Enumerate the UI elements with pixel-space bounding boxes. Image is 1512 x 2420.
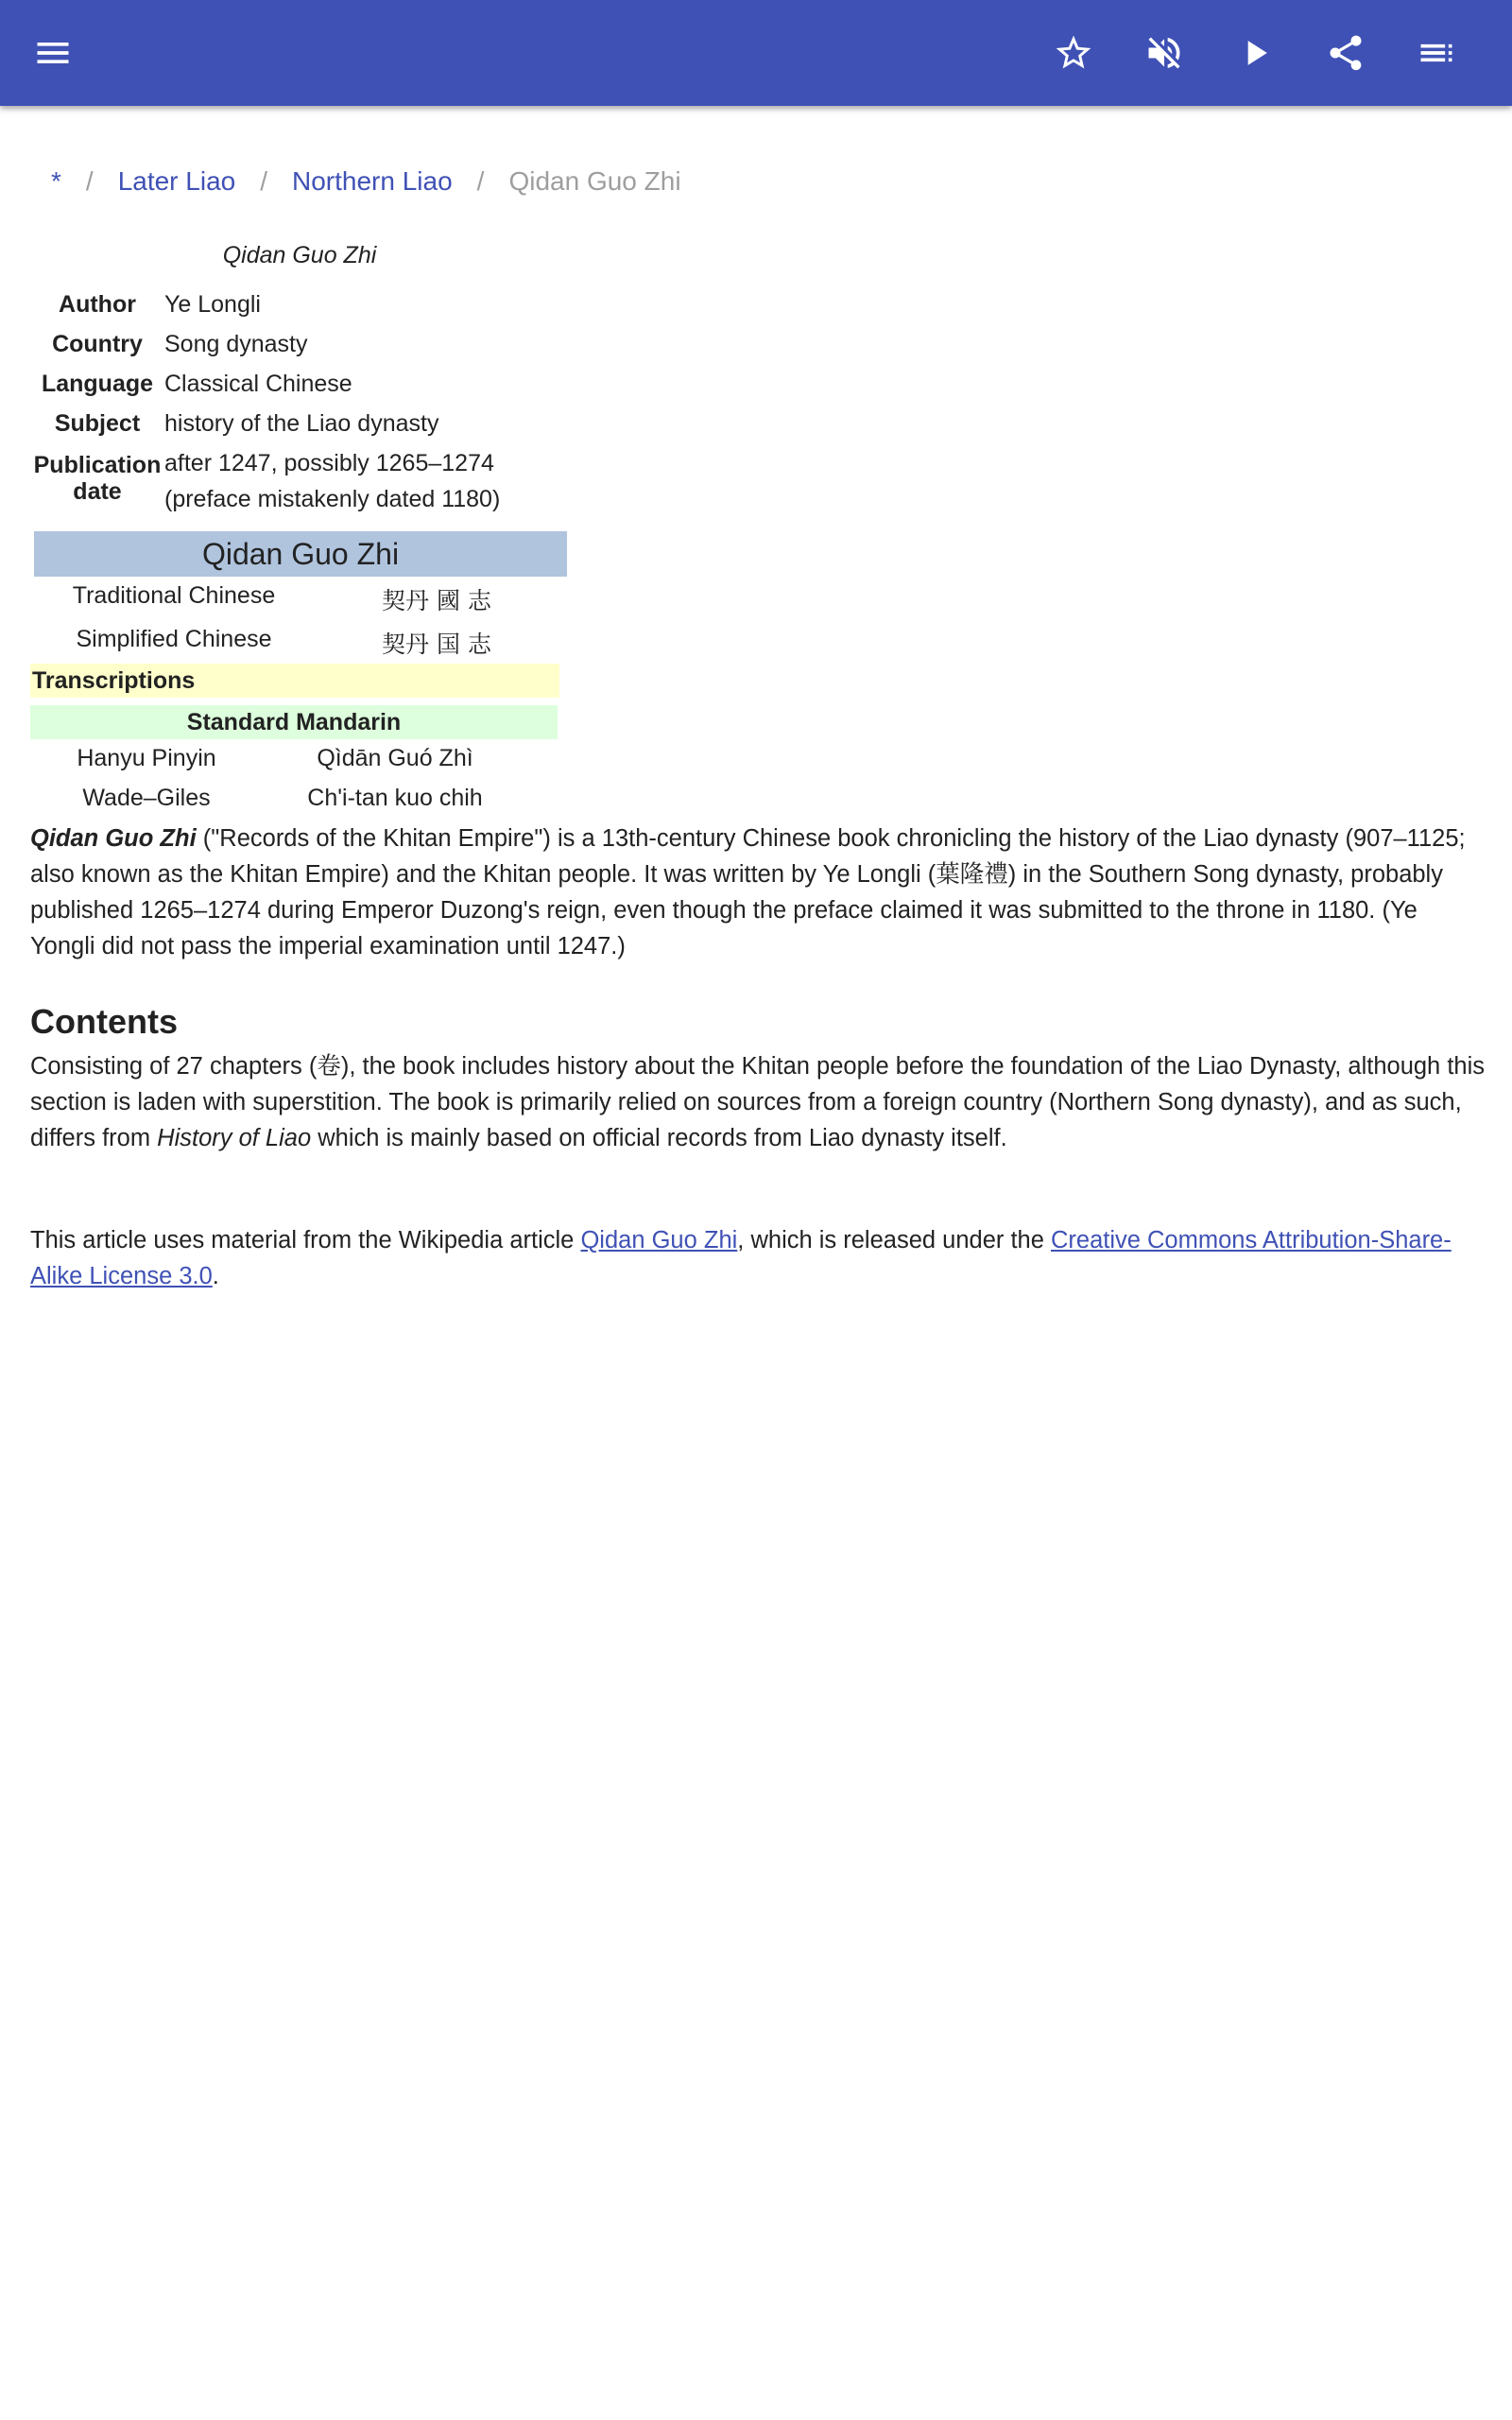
infobox-label: Language <box>41 371 154 397</box>
contents-heading: Contents <box>30 1002 178 1041</box>
share-button[interactable] <box>1319 26 1372 79</box>
breadcrumb-northern-liao-link[interactable]: Northern Liao <box>292 166 453 196</box>
infobox-label: Country <box>52 331 143 357</box>
mute-button[interactable] <box>1138 26 1191 79</box>
infobox-value: Song dynasty <box>164 331 308 357</box>
breadcrumb <box>51 166 681 197</box>
transcription-label: Wade–Giles <box>82 785 211 811</box>
chinese-label: Traditional Chinese <box>72 582 276 609</box>
infobox-value: history of the Liao dynasty <box>164 410 439 437</box>
breadcrumb-later-liao-link[interactable]: Later Liao <box>117 166 236 196</box>
infobox-label: Author <box>59 291 136 318</box>
infobox-value: Classical Chinese <box>164 371 352 397</box>
article-title-term: Qidan Guo Zhi <box>30 825 197 852</box>
transcriptions-header: Transcriptions <box>30 664 559 698</box>
license-paragraph <box>30 1222 1486 1294</box>
intro-text: ("Records of the Khitan Empire") is a 13th-century Chinese book chronicling the history of the Liao dynasty (907–1125; also known as the Khitan Empire) and the Khitan people. It was written by Ye Longli (葉隆禮) in the Southern Song dynasty, probably published 1265–1274 during Emperor Duzong's reign, even though the preface claimed it was submitted to the throne in 1180. (Ye Yongli did not pass the imperial examination until 1247.) <box>30 825 1466 959</box>
breadcrumb-current: Qidan Guo Zhi <box>508 166 681 196</box>
breadcrumb-root-link[interactable]: * <box>51 166 61 196</box>
intro-paragraph <box>30 821 1486 964</box>
infobox-value: Ye Longli <box>164 291 261 318</box>
breadcrumb-separator: / <box>260 166 268 196</box>
infobox-label: Subject <box>54 410 141 437</box>
cc-license-link[interactable]: Creative Commons Attribution-Share-Alike License 3.0 <box>30 1227 1452 1289</box>
contents-paragraph <box>30 1048 1486 1156</box>
app-bar <box>0 0 1512 106</box>
license-text: . <box>212 1263 219 1289</box>
license-text: , which is released under the <box>737 1227 1051 1253</box>
play-icon <box>1234 32 1276 74</box>
transcription-value: Qìdān Guó Zhì <box>317 745 473 771</box>
star-icon <box>1053 32 1094 74</box>
transcription-value: Ch'i-tan kuo chih <box>307 785 483 811</box>
breadcrumb-separator: / <box>85 166 94 196</box>
infobox-value: (preface mistakenly dated 1180) <box>164 486 501 512</box>
play-button[interactable] <box>1228 26 1281 79</box>
infobox-caption: Qidan Guo Zhi <box>222 242 377 268</box>
infobox-label: Publication <box>33 452 162 478</box>
contents-text: Consisting of 27 chapters (卷), the book includes history about the Khitan people before the foundation of the Liao Dynasty, although this section is laden with superstition. The book is primarily relied on sources from a foreign country (Northern Song dynasty), and as such, differs from <box>30 1053 1486 1151</box>
chinese-label: Simplified Chinese <box>76 626 272 652</box>
chinese-value: 契丹 国 志 <box>382 631 491 658</box>
menu-button[interactable] <box>26 26 79 79</box>
breadcrumb-separator: / <box>476 166 485 196</box>
table-of-contents-button[interactable] <box>1410 26 1463 79</box>
history-of-liao-title: History of Liao <box>157 1125 312 1151</box>
contents-text: which is mainly based on official records from Liao dynasty itself. <box>311 1125 1007 1151</box>
wikipedia-article-link[interactable]: Qidan Guo Zhi <box>580 1227 738 1253</box>
infobox-value: after 1247, possibly 1265–1274 <box>164 450 494 476</box>
chinese-box-title: Qidan Guo Zhi <box>34 531 567 577</box>
menu-icon <box>32 32 74 74</box>
infobox-label: date <box>73 478 122 505</box>
mute-icon <box>1143 32 1185 74</box>
license-text: This article uses material from the Wikipedia article <box>30 1227 581 1253</box>
chinese-value: 契丹 國 志 <box>382 587 491 614</box>
transcription-label: Hanyu Pinyin <box>77 745 216 771</box>
bookmark-button[interactable] <box>1047 26 1100 79</box>
toc-icon <box>1416 32 1457 74</box>
share-icon <box>1325 32 1366 74</box>
standard-mandarin-header: Standard Mandarin <box>30 705 558 739</box>
